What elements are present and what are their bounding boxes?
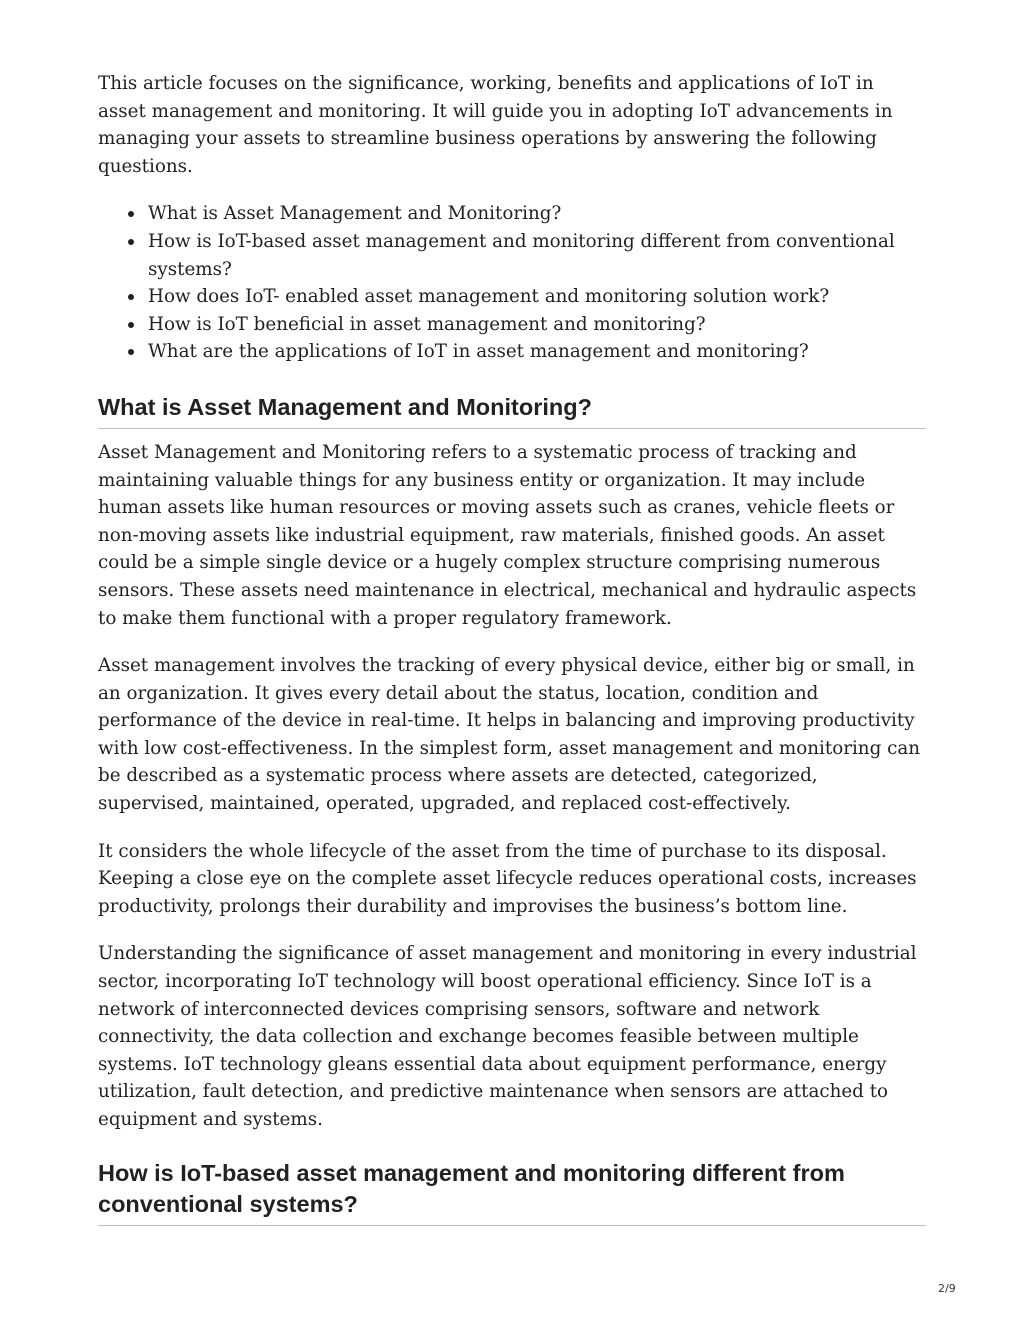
list-item: How is IoT-based asset management and monitoring different from conventional systems? xyxy=(148,228,926,283)
page-number: 2/9 xyxy=(938,1282,956,1295)
list-item: What are the applications of IoT in asset management and monitoring? xyxy=(148,338,926,366)
section-heading-asset-management: What is Asset Management and Monitoring? xyxy=(98,392,926,429)
body-paragraph: It considers the whole lifecycle of the asset from the time of purchase to its disposal. Keeping a close eye on the complete asset lifecycle reduces operational costs, increases productivity, prolongs their durability and improvises the business’s bottom line. xyxy=(98,840,917,917)
body-paragraph: Asset management involves the tracking of every physical device, either big or small, in an organization. It gives every detail about the status, location, condition and performance of the device in real-time. It helps in balancing and improving productivity with low cost-effectiveness. In the simplest form, asset management and monitoring can be described as a systematic process where assets are detected, categorized, supervised, maintained, operated, upgraded, and replaced cost-effectively. xyxy=(98,655,921,815)
body-paragraph: Understanding the significance of asset management and monitoring in every industrial sector, incorporating IoT technology will boost operational efficiency. Since IoT is a network of interconnected devices comprising sensors, software and network connectivity, the data collection and exchange becomes feasible between multiple systems. IoT technology gleans essential data about equipment performance, energy utilization, fault detection, and predictive maintenance when sensors are attached to equipment and systems. xyxy=(98,943,917,1130)
questions-list xyxy=(98,200,926,366)
list-item: How does IoT- enabled asset management and monitoring solution work? xyxy=(148,283,926,311)
body-paragraph: Asset Management and Monitoring refers to a systematic process of tracking and maintaining valuable things for any business entity or organization. It may include human assets like human resources or moving assets such as cranes, vehicle fleets or non-moving assets like industrial equipment, raw materials, finished goods. An asset could be a simple single device or a hugely complex structure comprising numerous sensors. These assets need maintenance in electrical, mechanical and hydraulic aspects to make them functional with a proper regulatory framework. xyxy=(98,441,917,629)
document-page xyxy=(98,70,926,1236)
list-item: How is IoT beneficial in asset management and monitoring? xyxy=(148,311,926,339)
intro-paragraph: This article focuses on the significance, working, benefits and applications of IoT in asset management and monitoring. It will guide you in adopting IoT advancements in managing your assets to streamline business operations by answering the following questions. xyxy=(98,73,893,177)
section-heading-iot-vs-conventional: How is IoT-based asset management and monitoring different from conventional systems? xyxy=(98,1158,926,1226)
list-item: What is Asset Management and Monitoring? xyxy=(148,200,926,228)
